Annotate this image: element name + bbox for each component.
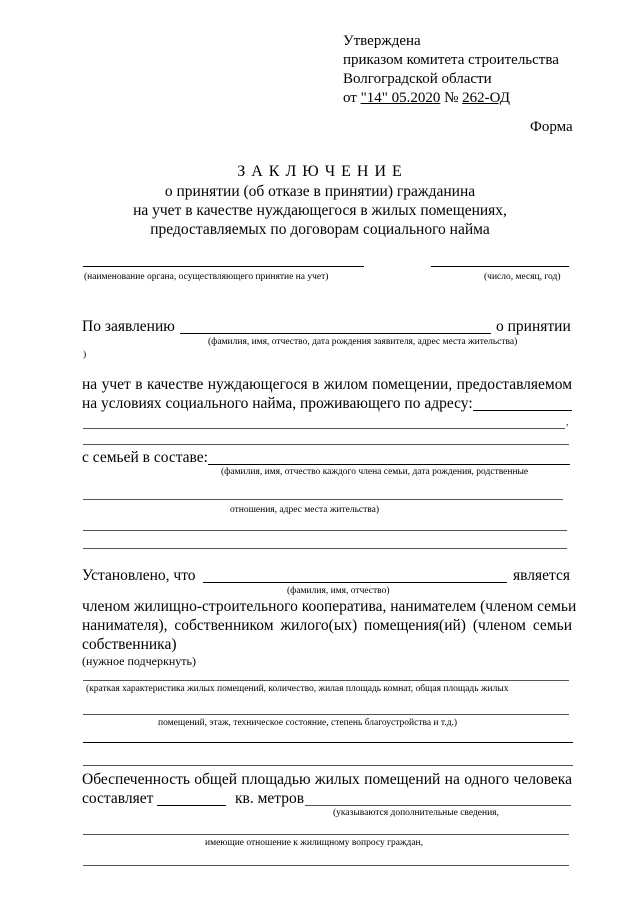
organ-field-line[interactable] — [83, 266, 364, 267]
approval-date-prefix: от — [343, 90, 361, 106]
extra-hint-1: (указываются дополнительные сведения, — [333, 808, 499, 818]
approval-number-prefix: № — [440, 90, 463, 106]
established-hint: (фамилия, имя, отчество) — [287, 586, 390, 596]
extra-field-line-3[interactable] — [83, 865, 569, 866]
on-acceptance-label: о принятии — [496, 318, 571, 335]
housing-field-line-4[interactable] — [83, 765, 573, 766]
provision-line-1: Обеспеченность общей площадью жилых помещений на одного человека — [82, 771, 572, 788]
is-label: является — [513, 567, 570, 584]
form-label: Форма — [530, 119, 573, 135]
address-field-line-2[interactable] — [83, 428, 565, 429]
housing-field-line-2[interactable] — [83, 714, 569, 715]
title-line-3: предоставляемых по договорам социального найма — [150, 221, 490, 238]
family-field-line-4[interactable] — [83, 548, 567, 549]
member-line-3: собственника) — [82, 636, 177, 653]
member-line-2: нанимателя), собственником жилого(ых) помещения(ий) (членом семьи — [82, 617, 572, 634]
applicant-field-line[interactable] — [180, 333, 491, 334]
family-hint-1: (фамилия, имя, отчество каждого члена семьи, дата рождения, родственные — [221, 467, 529, 477]
title-line-1: о принятии (об отказе в принятии) гражданина — [164, 183, 476, 200]
approval-date-line — [343, 89, 510, 108]
provision-unit: кв. метров — [235, 790, 305, 807]
provision-prefix: составляет — [82, 790, 154, 807]
address-field-line-3[interactable] — [83, 444, 569, 445]
approval-line-2: приказом комитета строительства — [343, 52, 559, 68]
approval-date: "14" 05.2020 — [360, 90, 441, 106]
organ-hint: (наименование органа, осуществляющего принятие на учет) — [84, 272, 329, 282]
provision-area-line[interactable] — [157, 805, 226, 806]
housing-field-line-1[interactable] — [83, 680, 569, 681]
approval-number: 262-ОД — [462, 90, 510, 106]
family-label: с семьей в составе: — [82, 449, 208, 466]
extra-hint-2: имеющие отношение к жилищному вопросу граждан, — [205, 838, 424, 848]
established-label: Установлено, что — [82, 567, 196, 584]
address-comma: , — [566, 418, 569, 428]
underline-needed-hint: (нужное подчеркнуть) — [82, 654, 196, 668]
registration-line-1: на учет в качестве нуждающегося в жилом помещении, предоставляемом — [82, 376, 572, 393]
date-field-line[interactable] — [431, 266, 569, 267]
approval-line-3: Волгоградской области — [343, 71, 492, 87]
family-field-line-3[interactable] — [83, 530, 567, 531]
housing-hint-1: (краткая характеристика жилых помещений, количество, жилая площадь комнат, общая площадь жилых — [86, 684, 509, 694]
family-field-line-2[interactable] — [83, 499, 563, 500]
housing-hint-2: помещений, этаж, техническое состояние, степень благоустройства и т.д.) — [158, 718, 458, 728]
applicant-hint: (фамилия, имя, отчество, дата рождения заявителя, адрес места жительства) — [208, 337, 518, 347]
document-heading: З А К Л Ю Ч Е Н И Е — [237, 163, 403, 180]
address-field-line-1[interactable] — [473, 410, 572, 411]
established-field-line[interactable] — [203, 582, 507, 583]
family-hint-2: отношения, адрес места жительства) — [230, 505, 380, 515]
by-application-label: По заявлению — [82, 318, 175, 335]
approval-line-1: Утверждена — [343, 33, 421, 49]
extra-field-line-1[interactable] — [305, 805, 571, 806]
registration-line-2: на условиях социального найма, проживающего по адресу: — [82, 395, 473, 412]
member-line-1: членом жилищно-строительного кооператива, нанимателем (членом семьи — [82, 598, 577, 615]
applicant-paren: ) — [83, 350, 87, 360]
date-hint: (число, месяц, год) — [484, 272, 561, 282]
family-field-line-1[interactable] — [208, 464, 570, 465]
housing-field-line-3[interactable] — [83, 742, 573, 743]
title-line-2: на учет в качестве нуждающегося в жилых помещениях, — [133, 202, 507, 219]
extra-field-line-2[interactable] — [83, 834, 569, 835]
